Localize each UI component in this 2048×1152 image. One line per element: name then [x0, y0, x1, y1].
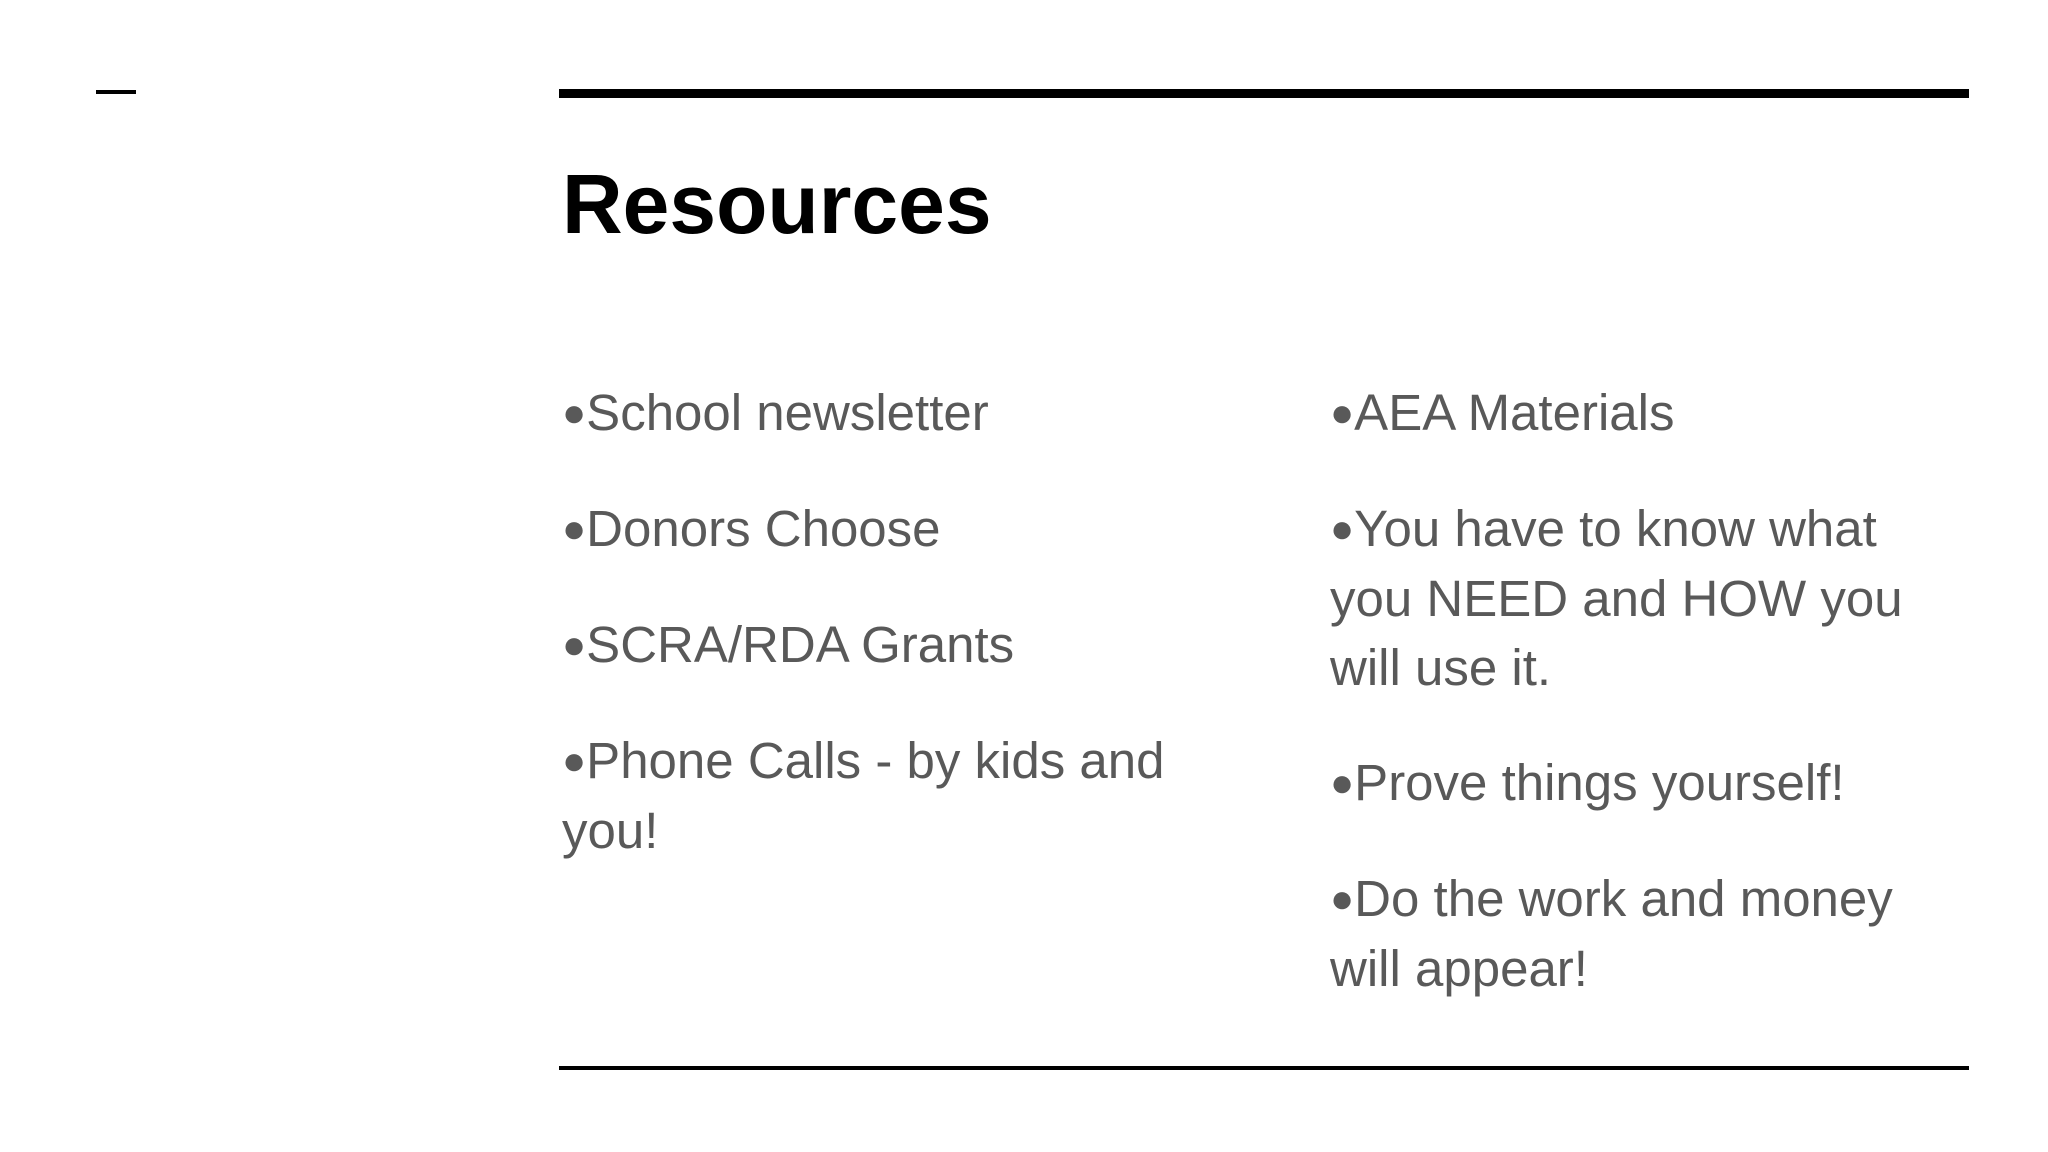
list-item	[562, 378, 1222, 448]
bullet-dot-icon: ●	[562, 391, 587, 435]
bullet-dot-icon: ●	[562, 623, 587, 667]
list-item-text: AEA Materials	[1354, 384, 1675, 441]
bullet-dot-icon: ●	[1330, 391, 1355, 435]
left-bullet-list	[562, 378, 1222, 911]
corner-dash	[96, 90, 136, 94]
bullet-dot-icon: ●	[562, 739, 587, 783]
list-item-text: Prove things yourself!	[1354, 754, 1845, 811]
list-item	[1330, 864, 1970, 1003]
slide-title: Resources	[562, 157, 992, 251]
list-item-text: SCRA/RDA Grants	[586, 616, 1015, 673]
list-item	[1330, 748, 1970, 818]
list-item-text: Do the work and money will appear!	[1330, 870, 1893, 997]
right-bullet-list	[1330, 378, 1970, 1049]
list-item	[562, 610, 1222, 680]
bottom-rule	[559, 1066, 1969, 1070]
list-item-text: Phone Calls - by kids and you!	[562, 732, 1165, 859]
top-rule	[559, 89, 1969, 98]
bullet-dot-icon: ●	[1330, 761, 1355, 805]
bullet-dot-icon: ●	[1330, 877, 1355, 921]
list-item	[1330, 494, 1970, 702]
list-item	[562, 726, 1222, 865]
list-item	[562, 494, 1222, 564]
list-item-text: You have to know what you NEED and HOW you will use it.	[1330, 500, 1903, 696]
list-item	[1330, 378, 1970, 448]
list-item-text: Donors Choose	[586, 500, 941, 557]
bullet-dot-icon: ●	[1330, 507, 1355, 551]
list-item-text: School newsletter	[586, 384, 989, 441]
bullet-dot-icon: ●	[562, 507, 587, 551]
